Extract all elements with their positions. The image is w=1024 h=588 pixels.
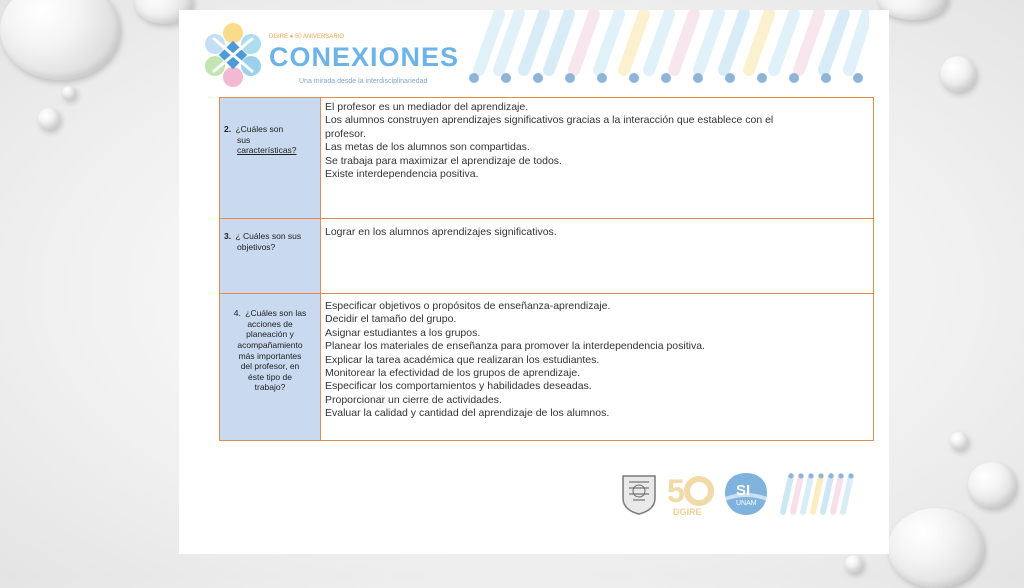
answer-line: Explicar la tarea académica que realizaran los estudiantes.	[325, 353, 600, 366]
question-text: ¿Cuáles son las	[245, 308, 307, 318]
question-cell	[220, 98, 321, 219]
fifty-anniversary-icon	[665, 470, 717, 518]
question-number: 2.	[224, 124, 232, 134]
question-text: ¿ Cuáles son sus	[235, 231, 302, 241]
answer-line: Decidir el tamaño del grupo.	[325, 313, 457, 326]
badge-50-text: DGIRE	[673, 507, 702, 517]
footer-logos	[619, 470, 869, 520]
slide	[179, 10, 889, 554]
answer-line: Lograr en los alumnos aprendizajes significativos.	[325, 226, 557, 238]
badge-si-sub: UNAM	[736, 500, 757, 507]
answer-line: Asignar estudiantes a los grupos.	[325, 326, 481, 339]
answer-line: Se trabaja para maximizar el aprendizaje de todos.	[325, 154, 562, 167]
question-text: planeación y	[246, 329, 294, 340]
question-text: trabajo?	[254, 382, 286, 393]
table-row	[220, 219, 874, 294]
question-text: características?	[237, 145, 297, 156]
stripes-mini-icon	[779, 472, 859, 516]
water-drop	[0, 0, 120, 80]
water-drop	[38, 108, 60, 130]
question-text: acompañamiento	[237, 339, 303, 350]
svg-text:5: 5	[667, 473, 685, 509]
answer-line: Evaluar la calidad y cantidad del aprendizaje de los alumnos.	[325, 407, 610, 420]
answer-line: Planear los materiales de enseñanza para promover la interdependencia positiva.	[325, 340, 705, 353]
question-text: éste tipo de	[248, 371, 292, 382]
answer-line: Monitorear la efectividad de los grupos de aprendizaje.	[325, 367, 581, 380]
water-drop	[968, 462, 1016, 508]
answer-line: Especificar objetivos o propósitos de enseñanza-aprendizaje.	[325, 300, 611, 312]
answer-line: Especificar los comportamientos y habilidades deseadas.	[325, 380, 592, 393]
brand-small-text: DGIRE ● 50 ANIVERSARIO	[269, 34, 344, 40]
badge-si-text: SI	[736, 482, 751, 499]
stripes-decoration-icon	[469, 10, 869, 85]
question-text: acciones de	[247, 318, 293, 329]
answer-line: Existe interdependencia positiva.	[325, 168, 479, 181]
brand-name: CONEXIONES	[269, 42, 460, 72]
water-drop	[950, 432, 968, 450]
question-cell	[220, 219, 321, 294]
answer-line: Proporcionar un cierre de actividades.	[325, 393, 502, 406]
question-text: objetivos?	[237, 241, 276, 252]
table-row	[220, 294, 874, 441]
answer-cell	[321, 294, 874, 441]
unam-crest-icon	[619, 472, 659, 516]
brand-tagline: Una mirada desde la interdisciplinariedad	[299, 78, 428, 85]
answer-cell	[321, 219, 874, 294]
table-row	[220, 98, 874, 219]
question-number: 3.	[224, 231, 232, 241]
conexiones-logo	[201, 20, 460, 95]
answer-line: profesor.	[325, 127, 366, 140]
water-drop	[62, 86, 76, 100]
question-cell	[220, 294, 321, 441]
water-drop	[845, 555, 863, 573]
answer-line: Las metas de los alumnos son compartidas.	[325, 141, 530, 154]
content-table	[219, 97, 874, 441]
conexiones-logo-icon	[201, 20, 265, 90]
water-drop	[940, 56, 976, 92]
answer-line: Los alumnos construyen aprendizajes significativos gracias a la interacción que establece con el	[325, 114, 774, 127]
water-drop	[888, 508, 984, 588]
answer-cell	[321, 98, 874, 219]
question-text: sus	[237, 134, 251, 145]
question-text: ¿Cuáles son	[235, 124, 284, 134]
question-text: del profesor, en	[240, 361, 300, 372]
answer-line: El profesor es un mediador del aprendizaje.	[325, 101, 529, 113]
question-text: más importantes	[238, 350, 302, 361]
question-number: 4.	[233, 308, 241, 318]
si-unam-icon	[723, 471, 769, 517]
